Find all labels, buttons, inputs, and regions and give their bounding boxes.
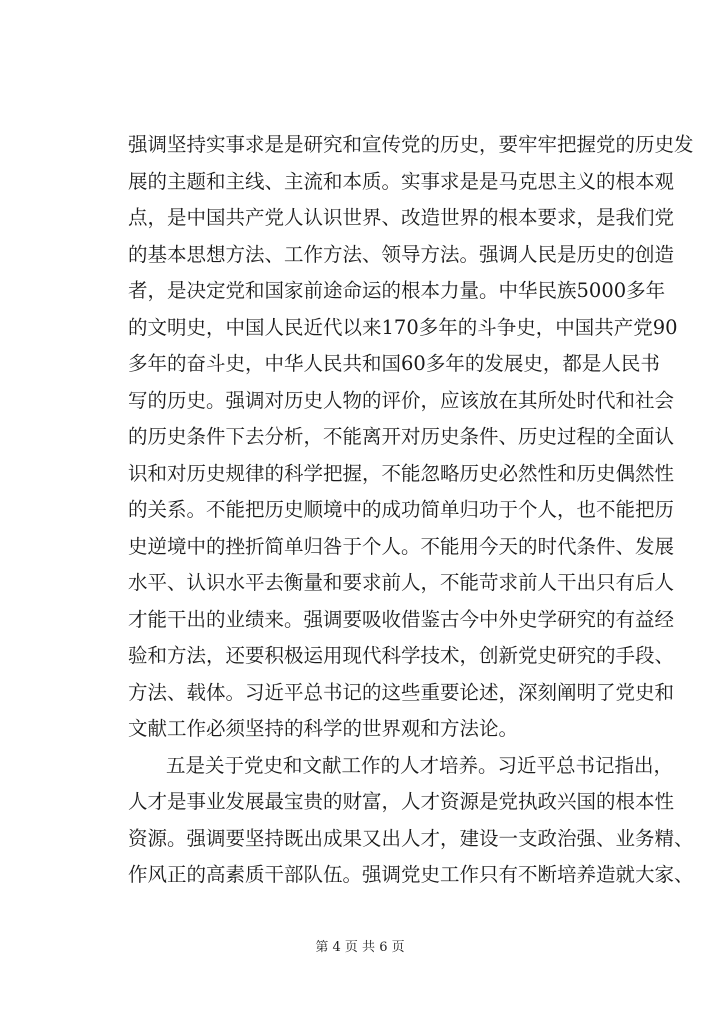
text-line: 史逆境中的挫折简单归咎于个人。不能用今天的时代条件、发展 [128, 534, 675, 558]
text-line: 方法、载体。习近平总书记的这些重要论述，深刻阐明了党史和 [128, 680, 675, 704]
text-line: 资源。强调要坚持既出成果又出人才，建设一支政治强、业务精、 [128, 826, 694, 850]
text-line: 的关系。不能把历史顺境中的成功简单归功于个人，也不能把历 [128, 498, 675, 521]
text-line: 点，是中国共产党人认识世界、改造世界的根本要求，是我们党 [128, 206, 675, 229]
body-text [128, 127, 694, 894]
text-line: 强调坚持实事求是是研究和宣传党的历史，要牢牢把握党的历史发 [128, 133, 694, 156]
paragraph-end-line: 文献工作必须坚持的科学的世界观和方法论。 [128, 717, 519, 740]
text-line: 作风正的高素质干部队伍。强调党史工作只有不断培养造就大家、 [128, 863, 694, 886]
page-footer [0, 940, 720, 956]
text-line: 的历史条件下去分析，不能离开对历史条件、历史过程的全面认 [128, 425, 675, 448]
text-line: 验和方法，还要积极运用现代科学技术，创新党史研究的手段、 [128, 644, 675, 667]
text-line: 写的历史。强调对历史人物的评价，应该放在其所处时代和社会 [128, 388, 675, 412]
text-line: 多年的奋斗史，中华人民共和国60多年的发展史，都是人民书 [128, 352, 660, 375]
text-line: 才能干出的业绩来。强调要吸收借鉴古今中外史学研究的有益经 [128, 607, 675, 631]
text-line: 水平、认识水平去衡量和要求前人，不能苛求前人干出只有后人 [128, 571, 675, 594]
text-line: 展的主题和主线、主流和本质。实事求是是马克思主义的根本观 [128, 169, 675, 193]
text-line: 识和对历史规律的科学把握，不能忽略历史必然性和历史偶然性 [128, 461, 675, 485]
text-line: 的基本思想方法、工作方法、领导方法。强调人民是历史的创造 [128, 242, 675, 266]
text-line: 的文明史，中国人民近代以来170多年的斗争史，中国共产党90 [128, 315, 678, 339]
page-number: 第 4 页 共 6 页 [315, 940, 405, 955]
paragraph-first-line: 五是关于党史和文献工作的人才培养。习近平总书记指出， [166, 753, 674, 777]
text-line: 者，是决定党和国家前途命运的根本力量。中华民族5000多年 [128, 279, 666, 302]
text-line: 人才是事业发展最宝贵的财富，人才资源是党执政兴国的根本性 [128, 790, 675, 813]
